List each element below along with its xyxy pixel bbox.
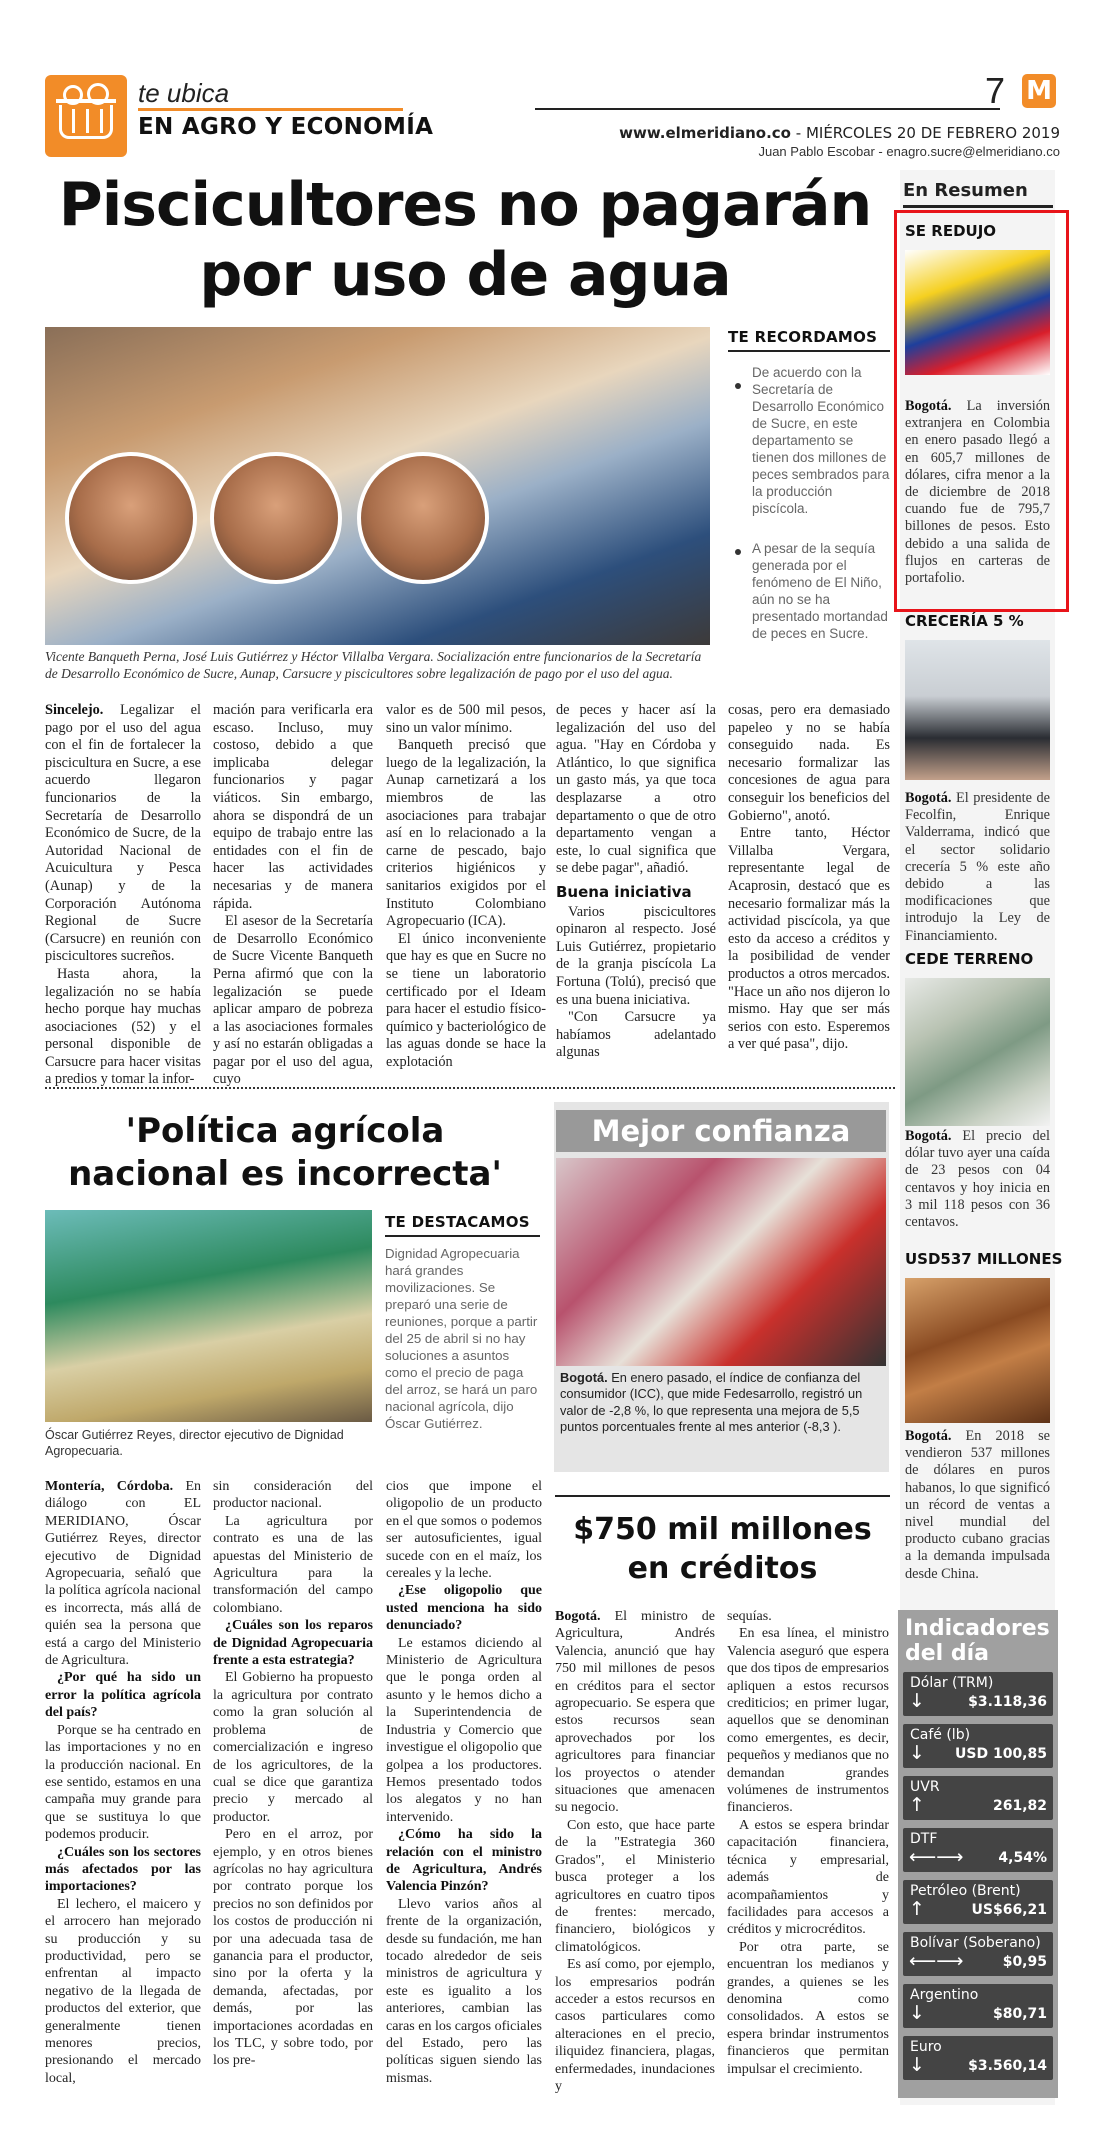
paragraph: En enero pasado, el índice de confianza del consumidor (ICC), que mide Fedesarrollo, registró un valor de -2,8 %, lo que representa una mejora de 5,5 puntos porcentuales frente al mes anterior (-8,3 ). <box>560 1370 863 1434</box>
main-headline: Piscicultores no pagarán por uso de agua <box>58 170 872 310</box>
indicator-value: $3.118,36 <box>968 1694 1047 1710</box>
indicator-value: $80,71 <box>992 2006 1047 2022</box>
paragraph: El Gobierno ha propuesto la agricultura por contrato como la gran solución al problema de comercialización e ingreso de los agricultores, de la cual se dice que garantiza precio y mercado al productor. <box>213 1670 373 1825</box>
dateline: Bogotá. <box>905 1428 952 1444</box>
dateline: Bogotá. <box>905 398 952 414</box>
flag-photo <box>905 250 1050 375</box>
paragraph: El único inconveniente que hay es que en Sucre no se tiene un laboratorio certificado por el Ideam para hacer el estudio físico-químico y bacteriológico de las aguas donde se hace la explotación <box>386 930 546 1070</box>
paragraph: En diálogo con EL MERIDIANO, Óscar Gutiérrez Reyes, director ejecutivo de Dignidad Agropecuaria, señaló que la política agrícola nacional es incorrecta, más allá de quién sea la persona que está a cargo del Ministerio de Agricultura. <box>45 1479 201 1669</box>
issue-date: - MIÉRCOLES 20 DE FEBRERO 2019 <box>791 124 1060 142</box>
dateline: Bogotá. <box>905 790 952 806</box>
article2-photo <box>45 1210 372 1422</box>
paragraph: mación para verificarla era escaso. Incluso, muy costoso, debido a que implicaba delegar funcionarios y pagar viáticos. Sin embargo, ahora se dispondrá de un equipo de trabajo entre las entidades con el fin de hacer las actividades necesarias y de manera rápida. <box>213 702 373 912</box>
paragraph: Hasta ahora, la legalización no se había hecho porque hay muchas asociaciones (52) y el personal disponible de Carsucre para hacer visitas a predios y tomar la infor- <box>45 965 201 1088</box>
indicator-value: $0,95 <box>1002 1954 1047 1970</box>
paragraph: En 2018 se vendieron 537 millones de dólares en puros habanos, lo que significó un récord de ventas a nivel mundial del producto cubano gracias a la demanda impulsada desde China. <box>905 1428 1050 1582</box>
speaker-photo <box>905 640 1050 780</box>
article2-col-2 <box>213 1478 373 2070</box>
creditos-rule <box>555 1495 890 1497</box>
paragraph: cios que impone el oligopolio de un producto en el que somos o podemos ser autosuficientes, igual sucede con en el maíz, los cereales y la leche. <box>386 1479 542 1582</box>
question: ¿Cómo ha sido la relación con el ministro de Agricultura, Andrés Valencia Pinzón? <box>386 1827 542 1895</box>
paragraph: Varios piscicultores opinaron al respecto. José Luis Gutiérrez, propietario de la granja piscícola La Fortuna (Tolú), precisó que es una buena iniciativa. <box>556 903 716 1008</box>
paragraph: En esa línea, el ministro Valencia aseguró que espera que dos tipos de empresarios apliquen a estos recursos crediticios; en primer lugar, aquellos que se denominan como emergentes, es decir, pequeños y medianos que no demandan grandes volúmenes de instrumentos financieros. <box>727 1626 889 1816</box>
sidebar-item-head: CEDE TERRENO <box>905 950 1034 968</box>
indicator-row <box>903 1984 1053 2028</box>
indicator-value: USD 100,85 <box>955 1746 1047 1762</box>
paragraph: cosas, pero era demasiado papeleo y no se había conseguido nada. Es necesario formalizar las concesiones de agua para conseguir los beneficios del Gobierno", anotó. <box>728 702 890 824</box>
article2-col-1 <box>45 1478 201 2087</box>
cigars-photo <box>905 1278 1050 1423</box>
header-rule <box>535 108 1000 110</box>
arrow-stable-icon: ⟵⟶ <box>909 1950 964 1972</box>
paragraph: El ministro de Agricultura, Andrés Valencia, anunció que hay 750 mil millones de pesos en créditos para el sector agropecuario. Se espera que estos recursos sean aprovechados por los agricultores para financiar los proyectos o atender situaciones que amenacen su negocio. <box>555 1609 716 1816</box>
paragraph: El precio del dólar tuvo ayer una caída de 23 pesos con 04 centavos y hoy inicia en 3 mil 118 pesos con 36 centavos. <box>905 1128 1051 1231</box>
paragraph: Llevo varios años al frente de la organización, desde su fundación, me han tocado alrededor de seis ministros de agricultura y este es igualito a los anteriores, cambian las caras en los cargos oficiales del Estado, pero las políticas siguen siendo las mismas. <box>386 1896 543 2086</box>
paragraph: de peces y hacer así la legalización del uso del agua. "Hay en Córdoba y Atlántico, lo que significa un gasto más, ya que toca desplazarse a otro departamento o que de otro departamento vengan a este, lo cual significa que se debe pagar", añadió. <box>556 702 716 877</box>
indicator-row <box>903 1932 1053 1976</box>
author-line: Juan Pablo Escobar - enagro.sucre@elmeridiano.co <box>758 144 1060 159</box>
main-col-1 <box>45 702 201 1089</box>
basket-icon <box>59 105 113 139</box>
section-title: EN AGRO Y ECONOMÍA <box>138 114 434 140</box>
destacamos-heading: TE DESTACAMOS <box>385 1213 530 1231</box>
indicator-name: Dólar (TRM) <box>910 1675 994 1691</box>
paragraph: "Con Carsucre ya habíamos adelantado algunas <box>556 1009 716 1061</box>
dateline: Montería, Córdoba. <box>45 1479 174 1494</box>
arrow-down-icon: ↓ <box>909 2054 925 2076</box>
question: ¿Ese oligopolio que usted menciona ha sido denunciado? <box>386 1583 542 1634</box>
recordamos-rule <box>728 350 890 352</box>
bullet-icon <box>735 549 741 555</box>
indicator-name: Café (lb) <box>910 1727 971 1743</box>
dollar-bills-photo <box>905 978 1050 1126</box>
subheading: Buena iniciativa <box>556 882 692 901</box>
section-tagline: te ubica <box>138 78 230 108</box>
dateline: Bogotá. <box>905 1128 952 1144</box>
indicator-name: Argentino <box>910 1987 979 2003</box>
indicators-title: Indicadores del día <box>905 1616 1050 1666</box>
indicator-row <box>903 1672 1053 1716</box>
paragraph: valor es de 500 mil pesos, sino un valor mínimo. <box>386 702 546 736</box>
arrow-down-icon: ↓ <box>909 1690 925 1712</box>
recordamos-bullet: De acuerdo con la Secretaría de Desarrollo Económico de Sucre, en este departamento se tienen dos millones de peces sembrados para la producción piscícola. <box>752 365 890 516</box>
recordamos-bullet: A pesar de la sequía generada por el fenómeno de El Niño, aún no se ha presentado mortandad de peces en Sucre. <box>752 541 888 641</box>
indicator-row <box>903 1828 1053 1872</box>
sidebar-item-head: USD537 MILLONES <box>905 1250 1063 1268</box>
indicator-name: UVR <box>910 1779 940 1795</box>
section-divider <box>138 108 403 111</box>
main-col-5 <box>728 702 890 1054</box>
paragraph: sequías. <box>727 1609 772 1624</box>
paragraph: Es así como, por ejemplo, los empresarios podrán acceder a estos recursos en casos particulares como alteraciones en el precio, iliquidez financiera, plagas, enfermedades, inundaciones y <box>555 1957 715 2094</box>
dateline: Sincelejo. <box>45 702 104 718</box>
sidebar-item-text <box>905 790 1050 945</box>
main-photo-caption: Vicente Banqueth Perna, José Luis Gutiérrez y Héctor Villalba Vergara. Socialización entre funcionarios de la Secretaría de Desarrollo Económico de Sucre, Aunap, Carsucre y piscicultores sobre legalización de pago por el uso del agua. <box>45 649 702 681</box>
arrow-down-icon: ↓ <box>909 2002 925 2024</box>
site-date-line <box>560 124 1060 142</box>
indicator-value: 4,54% <box>998 1850 1047 1866</box>
sidebar-item-text <box>905 398 1050 587</box>
article2-col-3 <box>386 1478 542 2087</box>
paragraph: A estos se espera brindar capacitación financiera, técnica y empresarial, además de acompañamientos y facilidades para accesos a créditos y microcréditos. <box>727 1817 889 1938</box>
paragraph: Pero en el arroz, por ejemplo, y en otros bienes agrícolas no hay agricultura por contrato porque los precios no son definidos por los costos de producción ni por una adecuada tasa de ganancia para el productor, sino por la oferta y la demanda, afectadas, por demás, por las importaciones acordadas en los TLC, y sobre todo, por los pre- <box>213 1827 373 2069</box>
article2-photo-caption: Óscar Gutiérrez Reyes, director ejecutivo de Dignidad Agropecuaria. <box>45 1428 344 1458</box>
sidebar-title: En Resumen <box>903 180 1028 201</box>
main-col-3 <box>386 702 546 1071</box>
indicator-name: Euro <box>910 2039 942 2055</box>
site-url[interactable]: www.elmeridiano.co <box>619 124 791 142</box>
paragraph: Le estamos diciendo al Ministerio de Agricultura que le ponga orden al asunto y le hemos dicho a la Superintendencia de Industria y Comercio que investigue el oligopolio que golpea a los productores. Hemos presentado todos los alegatos y no han intervenido. <box>386 1635 542 1825</box>
sidebar-rule <box>903 205 1053 208</box>
arrow-up-icon: ↑ <box>909 1794 925 1816</box>
indicator-value: 261,82 <box>992 1798 1047 1814</box>
sidebar-item-head: SE REDUJO <box>905 222 997 240</box>
bullet-icon <box>735 383 741 389</box>
arrow-up-icon: ↑ <box>909 1898 925 1920</box>
indicator-name: Petróleo (Brent) <box>910 1883 1021 1899</box>
paragraph: Legalizar el pago por el uso del agua con el fin de fortalecer la piscicultura en Sucre, a ese acuerdo llegaron funcionarios de la Secretaría de Desarrollo Económico de Sucre, de la Autoridad Nacional de Acuicultura y Pesca (Aunap) y de la Corporación Autónoma Regional de Sucre (Carsucre) en reunión con piscicultores sucreños. <box>45 702 201 965</box>
paragraph: La agricultura por contrato es una de las apuestas del Ministerio de Agricultura para la transformación del campo colombiano. <box>213 1513 373 1616</box>
main-photo <box>45 327 710 645</box>
indicator-row <box>903 2036 1053 2080</box>
creditos-col-2 <box>727 1608 889 2078</box>
page-number: 7 <box>985 70 1006 111</box>
paragraph: Por otra parte, se encuentran los medianos y grandes, a quienes se les denomina como consolidados. A estos se espera brindar instrumentos financieros que permitan impulsar el crecimiento. <box>727 1939 889 2077</box>
destacamos-text: Dignidad Agropecuaria hará grandes movilizaciones. Se preparó una serie de reuniones, porque a partir del 25 de abril si no hay soluciones a asuntos como el precio de paga del arroz, se hará un paro nacional agrícola, dijo Óscar Gutiérrez. <box>385 1246 538 1431</box>
indicator-name: Bolívar (Soberano) <box>910 1935 1041 1951</box>
confianza-photo <box>556 1158 886 1366</box>
sidebar-item-head: CRECERÍA 5 % <box>905 612 1024 630</box>
creditos-col-1 <box>555 1608 715 2095</box>
paragraph: El asesor de la Secretaría de Desarrollo Económico de Sucre Vicente Banqueth Perna afirmó que con la legalización se puede aplicar amparo de pobreza a las asociaciones formales y así no estarán obligadas a pagar por el uso del agua, cuyo <box>213 913 373 1088</box>
main-col-4 <box>556 702 716 1062</box>
confianza-text <box>560 1370 884 1435</box>
paragraph: El lechero, el maicero y el arrocero han mejorado su producción y su productividad, pero se enfrentan al impacto negativo de la llegada de productos del exterior, que generalmente tienen menores precios, presionando el mercado local, <box>45 1896 201 2086</box>
indicator-name: DTF <box>910 1831 938 1847</box>
indicator-row <box>903 1880 1053 1924</box>
section-logo <box>45 75 127 157</box>
paragraph: La inversión extranjera en Colombia en enero pasado llegó a en 605,7 millones de dólares, cifra menor a la de diciembre de 2018 cuando fue de 795,7 billones de pesos. Esto debido a una salida de flujos en carteras de portafolio. <box>905 398 1050 587</box>
paragraph: sin consideración del productor nacional. <box>213 1479 373 1512</box>
recordamos-heading: TE RECORDAMOS <box>728 328 878 346</box>
paragraph: Entre tanto, Héctor Villalba Vergara, representante legal de Acaprosin, destacó que es necesario formalizar más la actividad piscícola, ya que esto da acceso a créditos y la posibilidad de vender productos a otros mercados. "Hace un año nos dijeron lo mismo. Hay que ser más serios con esto. Esperemos a ver qué pasa", dijo. <box>728 825 890 1053</box>
destacamos-rule <box>385 1235 540 1237</box>
dateline: Bogotá. <box>555 1609 601 1624</box>
creditos-headline: $750 mil millones en créditos <box>573 1512 872 1586</box>
indicator-row <box>903 1776 1053 1820</box>
paragraph: Banqueth precisó que luego de la legalización, la Aunap carnetizará a los miembros de las asociaciones para trabajar así en lo relacionado a la carne de pescado, bajo criterios higiénicos y sanitarios exigidos por el Instituto Colombiano Agropecuario (ICA). <box>386 737 546 930</box>
sidebar-item-text <box>905 1428 1050 1583</box>
indicator-row <box>903 1724 1053 1768</box>
sidebar-item-text <box>905 1128 1050 1231</box>
arrow-down-icon: ↓ <box>909 1742 925 1764</box>
section-separator <box>45 1087 895 1089</box>
brand-logo: M <box>1022 74 1056 108</box>
paragraph: El presidente de Fecolfin, Enrique Valderrama, indicó que el sector solidario crecería 5 % este año debido a las modificaciones que introdujo la Ley de Financiamiento. <box>905 790 1050 944</box>
article2-headline: 'Política agrícola nacional es incorrecta' <box>68 1111 502 1194</box>
paragraph: Porque se ha centrado en las importaciones y no en la producción nacional. En ese sentido, estamos en una campaña muy grande para que se sustituya lo que podemos producir. <box>45 1722 201 1843</box>
confianza-title: Mejor confianza <box>556 1110 886 1152</box>
indicator-value: $3.560,14 <box>968 2058 1047 2074</box>
main-col-2 <box>213 702 373 1089</box>
question: ¿Cuáles son los sectores más afectados por las importaciones? <box>45 1844 201 1895</box>
question: ¿Por qué ha sido un error la política agrícola del país? <box>45 1670 201 1721</box>
arrow-stable-icon: ⟵⟶ <box>909 1846 964 1868</box>
paragraph: Con esto, que hace parte de la "Estrategia 360 Grados", el Ministerio busca proteger a los agricultores en cuatro tipos de frentes: mercado, financiero, biológicos y climatológicos. <box>555 1817 715 1955</box>
question: ¿Cuáles son los reparos de Dignidad Agropecuaria frente a esta estrategia? <box>213 1618 373 1669</box>
indicator-value: US$66,21 <box>971 1902 1047 1918</box>
dateline: Bogotá. <box>560 1370 608 1385</box>
